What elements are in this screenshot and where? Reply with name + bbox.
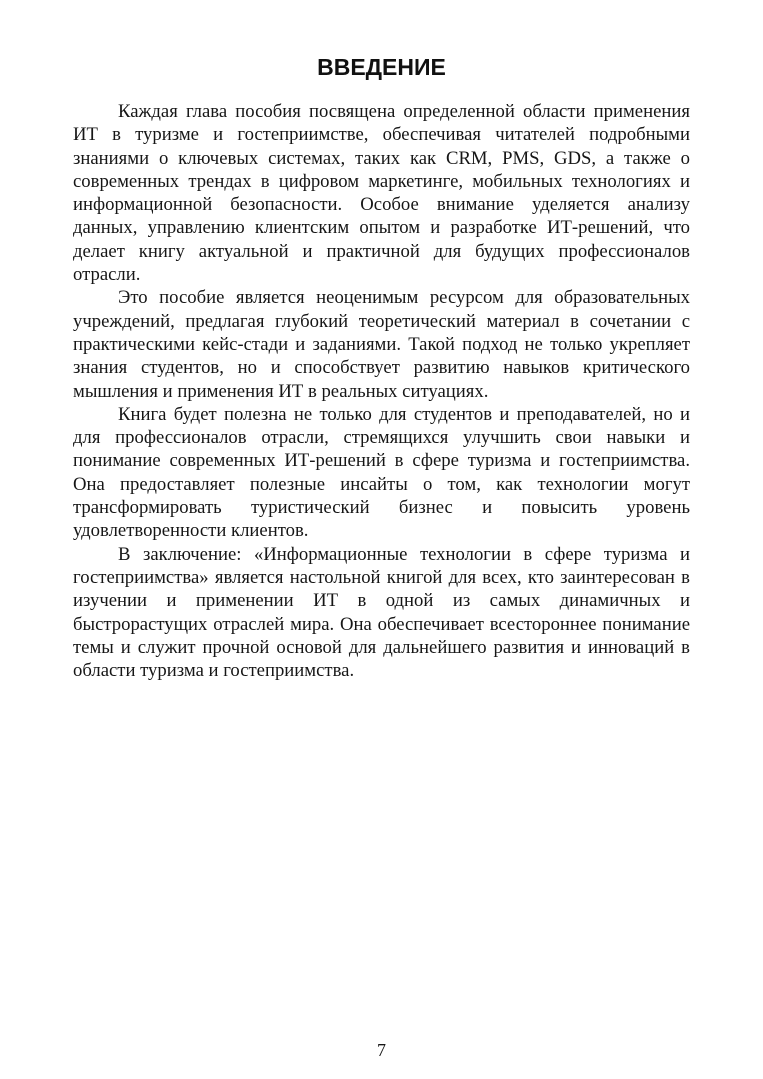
page-title: ВВЕДЕНИЕ	[317, 54, 446, 80]
page-number: 7	[377, 1040, 386, 1060]
body-text	[73, 100, 690, 682]
paragraph-2: Это пособие является неоценимым ресурсом для образовательных учреждений, предлагая глубокий теоретический материал в сочетании с практическими кейс-стади и заданиями. Такой подход не только укрепляет знания студентов, но и способствует развитию навыков критического мышления и применения ИТ в реальных ситуациях.	[73, 287, 690, 402]
paragraph-4: В заключение: «Информационные технологии в сфере туризма и гостеприимства» является настольной книгой для всех, кто заинтересован в изучении и применении ИТ в одной из самых динамичных и быстрорастущих отраслей мира. Она обеспечивает всестороннее понимание темы и служит прочной основой для дальнейшего развития и инноваций в области туризма и гостеприимства.	[73, 543, 690, 682]
paragraph-1: Каждая глава пособия посвящена определенной области применения ИТ в туризме и гостеприимстве, обеспечивая читателей подробными знаниями о ключевых системах, таких как CRM, PMS, GDS, а также о современных трендах в цифровом маркетинге, мобильных технологиях и информационной безопасности. Особое внимание уделяется анализу данных, управлению клиентским опытом и разработке ИТ-решений, что делает книгу актуальной и практичной для будущих профессионалов отрасли.	[73, 101, 690, 286]
paragraph-3: Книга будет полезна не только для студентов и преподавателей, но и для профессионалов отрасли, стремящихся улучшить свои навыки и понимание современных ИТ-решений в сфере туризма и гостеприимства. Она предоставляет полезные инсайты о том, как технологии могут трансформировать туристический бизнес и повысить уровень удовлетворенности клиентов.	[73, 403, 690, 542]
